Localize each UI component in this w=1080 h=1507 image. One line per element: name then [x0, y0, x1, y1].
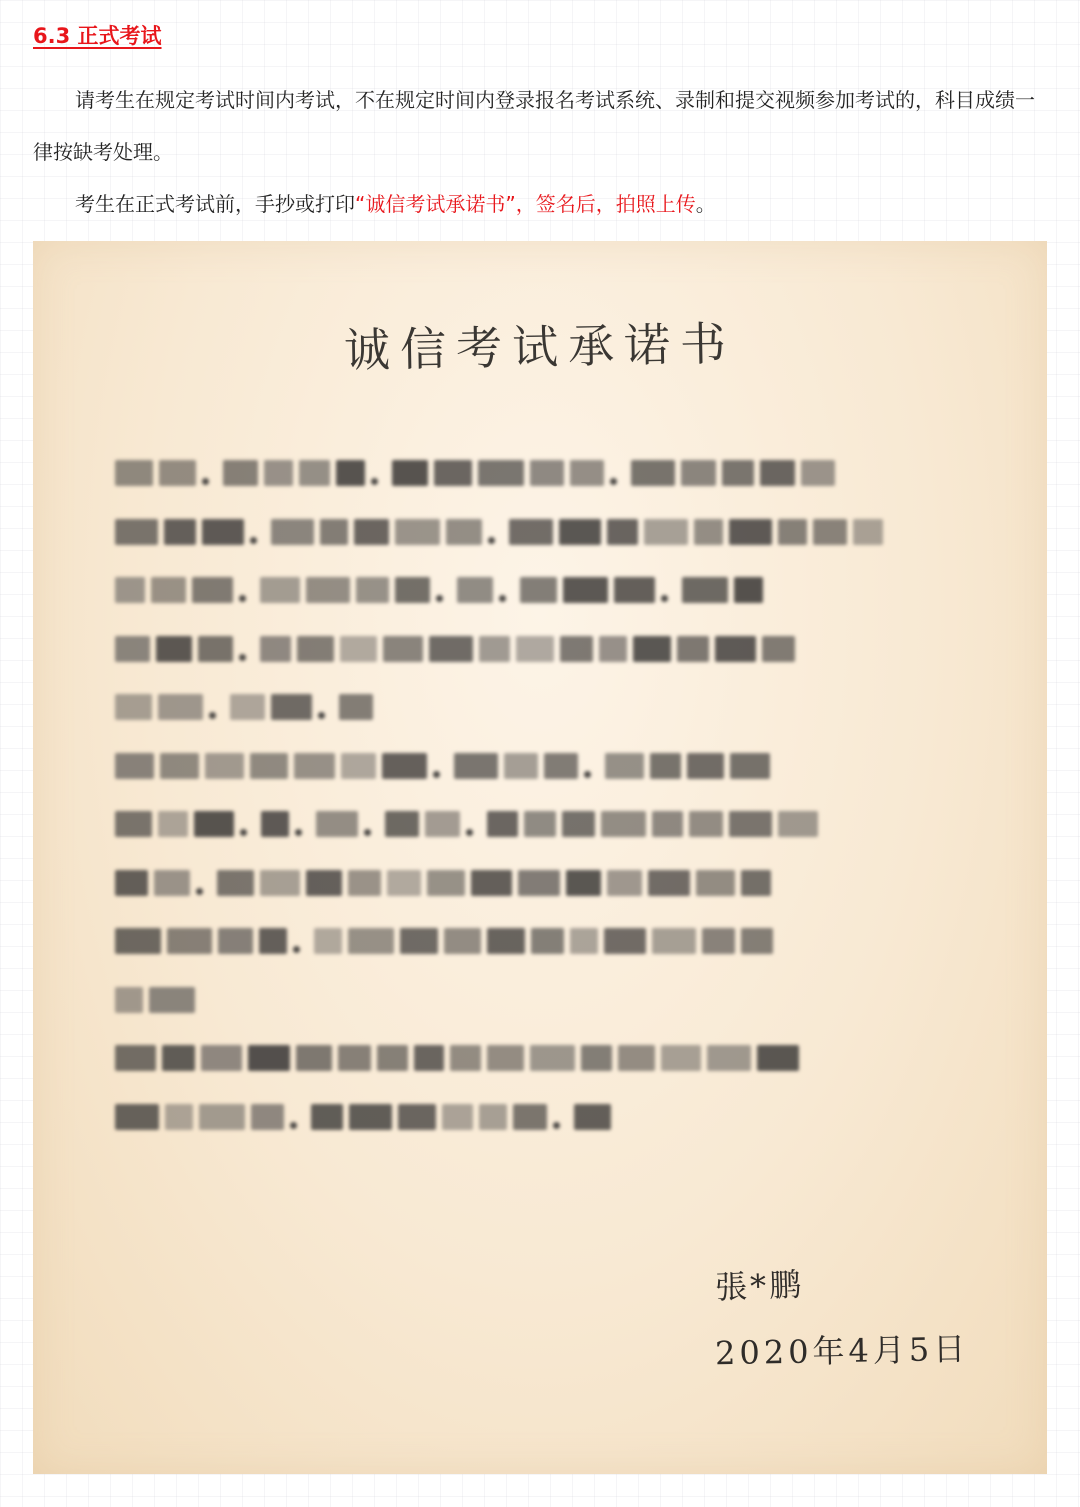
blurred-glyph: [165, 1104, 193, 1130]
blurred-glyph: [648, 870, 690, 896]
blurred-glyph: [707, 1045, 751, 1071]
blurred-glyph: [516, 636, 554, 662]
blurred-glyph: [559, 519, 601, 545]
blurred-glyph: [271, 694, 312, 720]
blurred-glyph: [734, 577, 763, 603]
blurred-glyph: [115, 694, 152, 720]
blurred-punctuation: [466, 829, 473, 836]
pledge-body-line: [115, 632, 995, 666]
blurred-glyph: [218, 928, 253, 954]
pledge-body-blurred: [115, 456, 995, 1158]
pledge-body-line: [115, 807, 995, 841]
blurred-glyph: [338, 1045, 371, 1071]
blurred-glyph: [715, 636, 756, 662]
blurred-glyph: [297, 636, 334, 662]
blurred-glyph: [306, 870, 342, 896]
pledge-body-line: [115, 573, 995, 607]
blurred-glyph: [271, 519, 314, 545]
blurred-glyph: [199, 1104, 245, 1130]
blurred-glyph: [518, 870, 560, 896]
blurred-glyph: [316, 811, 358, 837]
blurred-glyph: [311, 1104, 343, 1130]
blurred-glyph: [599, 636, 627, 662]
blurred-glyph: [581, 1045, 612, 1071]
blurred-glyph: [471, 870, 512, 896]
blurred-glyph: [205, 753, 244, 779]
blurred-punctuation: [196, 888, 203, 895]
blurred-glyph: [306, 577, 350, 603]
blurred-glyph: [198, 636, 233, 662]
blurred-glyph: [652, 928, 696, 954]
blurred-glyph: [544, 753, 578, 779]
blurred-glyph: [115, 636, 150, 662]
blurred-glyph: [167, 928, 212, 954]
blurred-glyph: [162, 1045, 195, 1071]
commitment-letter-highlight: “诚信考试承诺书”，签名后，拍照上传: [355, 192, 696, 216]
blurred-glyph: [694, 519, 723, 545]
blurred-glyph: [607, 519, 638, 545]
blurred-glyph: [574, 1104, 611, 1130]
blurred-glyph: [813, 519, 847, 545]
blurred-punctuation: [290, 1122, 297, 1129]
blurred-glyph: [250, 753, 288, 779]
blurred-glyph: [395, 577, 430, 603]
blurred-glyph: [115, 577, 145, 603]
blurred-glyph: [201, 1045, 242, 1071]
blurred-glyph: [504, 753, 538, 779]
blurred-glyph: [570, 460, 604, 486]
blurred-glyph: [261, 811, 289, 837]
blurred-glyph: [429, 636, 473, 662]
blurred-glyph: [741, 928, 773, 954]
integrity-pledge-photo: [33, 241, 1047, 1474]
blurred-glyph: [644, 519, 688, 545]
blurred-glyph: [158, 811, 188, 837]
blurred-glyph: [570, 928, 598, 954]
blurred-glyph: [164, 519, 196, 545]
blurred-glyph: [202, 519, 244, 545]
blurred-glyph: [160, 753, 199, 779]
blurred-glyph: [524, 811, 556, 837]
blurred-glyph: [217, 870, 254, 896]
blurred-glyph: [349, 1104, 392, 1130]
blurred-glyph: [730, 753, 770, 779]
blurred-glyph: [194, 811, 234, 837]
blurred-glyph: [149, 987, 195, 1013]
blurred-glyph: [450, 1045, 481, 1071]
blurred-glyph: [729, 519, 772, 545]
blurred-glyph: [248, 1045, 290, 1071]
pledge-body-line: [115, 1041, 995, 1075]
blurred-glyph: [650, 753, 681, 779]
blurred-punctuation: [295, 829, 302, 836]
blurred-glyph: [427, 870, 465, 896]
blurred-glyph: [414, 1045, 444, 1071]
blurred-glyph: [479, 1104, 507, 1130]
blurred-glyph: [531, 928, 564, 954]
blurred-glyph: [442, 1104, 473, 1130]
blurred-glyph: [340, 636, 377, 662]
blurred-punctuation: [318, 712, 325, 719]
blurred-glyph: [392, 460, 428, 486]
blurred-glyph: [631, 460, 675, 486]
blurred-glyph: [702, 928, 735, 954]
blurred-glyph: [566, 870, 601, 896]
blurred-punctuation: [553, 1122, 560, 1129]
pledge-body-line: [115, 924, 995, 958]
blurred-punctuation: [240, 829, 247, 836]
blurred-glyph: [757, 1045, 799, 1071]
pledge-body-line: [115, 456, 995, 490]
blurred-glyph: [260, 636, 291, 662]
blurred-glyph: [395, 519, 440, 545]
blurred-glyph: [696, 870, 735, 896]
blurred-glyph: [722, 460, 754, 486]
blurred-glyph: [115, 1104, 159, 1130]
blurred-glyph: [192, 577, 233, 603]
blurred-punctuation: [250, 537, 257, 544]
blurred-punctuation: [584, 771, 591, 778]
blurred-punctuation: [661, 595, 668, 602]
blurred-glyph: [320, 519, 348, 545]
blurred-glyph: [520, 577, 557, 603]
section-heading: 6.3 正式考试: [33, 24, 162, 48]
blurred-glyph: [604, 928, 646, 954]
blurred-glyph: [563, 577, 608, 603]
blurred-glyph: [296, 1045, 332, 1071]
instruction-paragraph-2: [33, 178, 1053, 230]
blurred-glyph: [560, 636, 593, 662]
blurred-glyph: [294, 753, 335, 779]
blurred-glyph: [115, 753, 154, 779]
blurred-glyph: [341, 753, 376, 779]
paragraph-2-lead-text: 考生在正式考试前，手抄或打印: [75, 192, 355, 216]
blurred-glyph: [348, 928, 394, 954]
blurred-glyph: [562, 811, 595, 837]
blurred-punctuation: [610, 478, 617, 485]
blurred-punctuation: [202, 478, 209, 485]
blurred-glyph: [115, 870, 148, 896]
blurred-glyph: [377, 1045, 408, 1071]
blurred-glyph: [487, 928, 525, 954]
blurred-glyph: [314, 928, 342, 954]
pledge-body-line: [115, 866, 995, 900]
blurred-glyph: [385, 811, 419, 837]
blurred-glyph: [801, 460, 835, 486]
blurred-glyph: [339, 694, 373, 720]
paragraph-2-end-text: 。: [695, 192, 716, 216]
blurred-glyph: [605, 753, 644, 779]
blurred-glyph: [299, 460, 330, 486]
blurred-glyph: [689, 811, 723, 837]
blurred-glyph: [115, 987, 143, 1013]
instruction-paragraph-1: 请考生在规定考试时间内考试，不在规定时间内登录报名考试系统、录制和提交视频参加考试的，科目成绩一律按缺考处理。: [33, 88, 1035, 164]
blurred-glyph: [154, 870, 190, 896]
blurred-glyph: [115, 811, 152, 837]
blurred-glyph: [778, 811, 818, 837]
blurred-glyph: [487, 811, 518, 837]
blurred-glyph: [251, 1104, 284, 1130]
blurred-glyph: [601, 811, 646, 837]
blurred-glyph: [156, 636, 192, 662]
blurred-glyph: [677, 636, 709, 662]
pledge-body-line: [115, 749, 995, 783]
pledge-body-line: [115, 690, 995, 724]
blurred-glyph: [741, 870, 771, 896]
blurred-glyph: [159, 460, 196, 486]
pledge-date: 2020年4月5日: [714, 1329, 970, 1373]
blurred-glyph: [446, 519, 482, 545]
blurred-glyph: [158, 694, 203, 720]
blurred-glyph: [509, 519, 553, 545]
blurred-glyph: [115, 1045, 156, 1071]
pledge-title: 诚信考试承诺书: [343, 316, 737, 378]
blurred-glyph: [607, 870, 642, 896]
blurred-glyph: [115, 928, 161, 954]
blurred-glyph: [682, 577, 728, 603]
blurred-glyph: [760, 460, 795, 486]
blurred-glyph: [336, 460, 365, 486]
blurred-glyph: [530, 1045, 575, 1071]
blurred-glyph: [223, 460, 258, 486]
blurred-punctuation: [239, 595, 246, 602]
pledge-body-line: [115, 983, 995, 1017]
pledge-body-line: [115, 1100, 995, 1134]
blurred-glyph: [259, 928, 287, 954]
blurred-glyph: [457, 577, 493, 603]
blurred-glyph: [387, 870, 421, 896]
blurred-glyph: [530, 460, 564, 486]
blurred-glyph: [633, 636, 671, 662]
blurred-glyph: [354, 519, 389, 545]
blurred-glyph: [853, 519, 883, 545]
blurred-glyph: [115, 519, 158, 545]
blurred-punctuation: [433, 771, 440, 778]
blurred-glyph: [681, 460, 716, 486]
blurred-glyph: [444, 928, 481, 954]
blurred-glyph: [687, 753, 724, 779]
blurred-punctuation: [364, 829, 371, 836]
blurred-glyph: [383, 636, 423, 662]
blurred-punctuation: [293, 946, 300, 953]
pledge-signature: 張*鹏: [714, 1265, 805, 1307]
blurred-glyph: [434, 460, 472, 486]
blurred-punctuation: [499, 595, 506, 602]
pledge-body-line: [115, 515, 995, 549]
blurred-glyph: [400, 928, 438, 954]
blurred-glyph: [652, 811, 683, 837]
blurred-glyph: [398, 1104, 436, 1130]
blurred-glyph: [618, 1045, 655, 1071]
blurred-glyph: [614, 577, 655, 603]
blurred-glyph: [425, 811, 460, 837]
blurred-glyph: [151, 577, 186, 603]
blurred-punctuation: [488, 537, 495, 544]
blurred-glyph: [260, 870, 300, 896]
blurred-glyph: [115, 460, 153, 486]
blurred-glyph: [762, 636, 795, 662]
blurred-glyph: [264, 460, 293, 486]
blurred-glyph: [454, 753, 498, 779]
blurred-glyph: [348, 870, 381, 896]
blurred-glyph: [230, 694, 265, 720]
blurred-glyph: [478, 460, 524, 486]
blurred-glyph: [729, 811, 772, 837]
blurred-punctuation: [239, 654, 246, 661]
blurred-glyph: [260, 577, 300, 603]
blurred-glyph: [487, 1045, 524, 1071]
blurred-glyph: [382, 753, 427, 779]
blurred-glyph: [479, 636, 510, 662]
blurred-glyph: [778, 519, 807, 545]
blurred-glyph: [661, 1045, 701, 1071]
blurred-glyph: [513, 1104, 547, 1130]
blurred-punctuation: [436, 595, 443, 602]
blurred-punctuation: [209, 712, 216, 719]
blurred-glyph: [356, 577, 389, 603]
blurred-punctuation: [371, 478, 378, 485]
